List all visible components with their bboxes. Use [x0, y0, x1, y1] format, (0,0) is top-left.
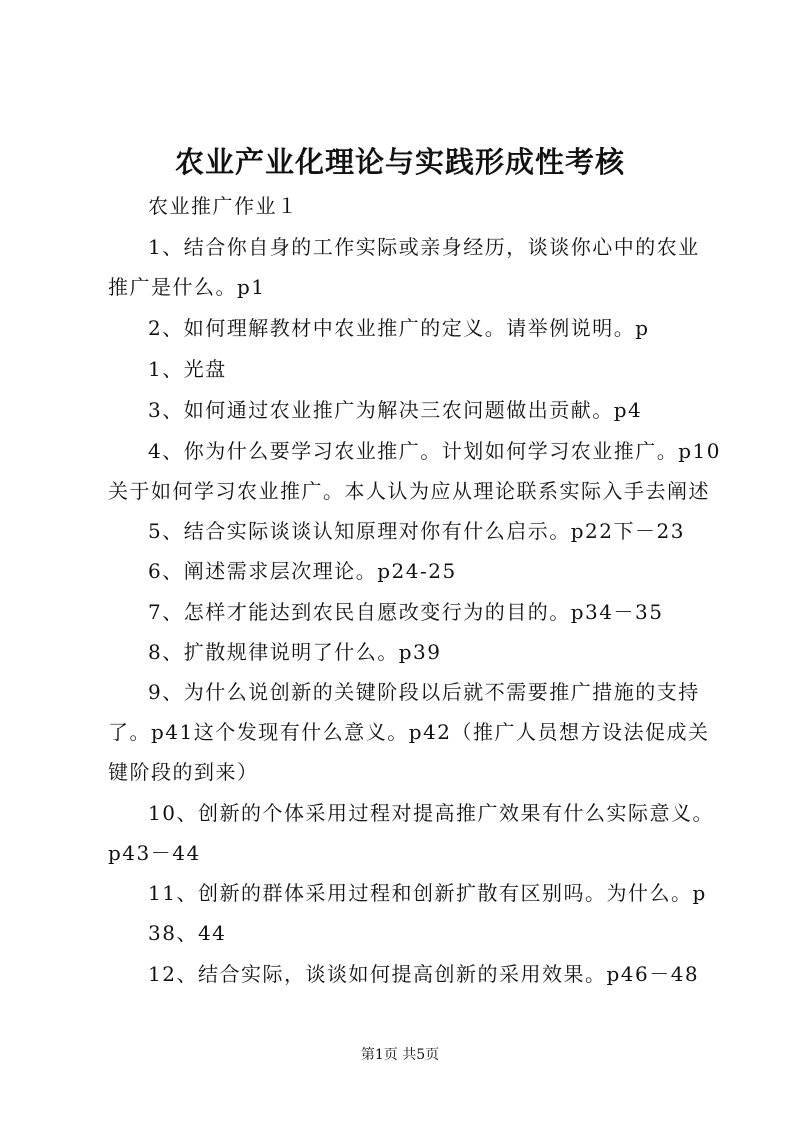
text-line-q5: 5、结合实际谈谈认知原理对你有什么启示。p22下－23 [148, 519, 685, 543]
text-line-q2-answer: 1、光盘 [148, 357, 227, 381]
text-line-q4: 4、你为什么要学习农业推广。计划如何学习农业推广。p10 [148, 439, 721, 463]
text-line-q3: 3、如何通过农业推广为解决三农问题做出贡献。p4 [148, 398, 643, 422]
text-line-subtitle: 农业推广作业１ [148, 194, 299, 218]
text-line-q10-cont: p43－44 [108, 841, 201, 865]
text-line-q11-cont: 38、44 [148, 921, 227, 945]
text-line-q7: 7、怎样才能达到农民自愿改变行为的目的。p34－35 [148, 600, 664, 624]
text-line-q1-cont: 推广是什么。p1 [108, 275, 266, 299]
text-line-q9-cont-1: 了。p41这个发现有什么意义。p42（推广人员想方设法促成关 [108, 720, 710, 744]
text-line-q10: 10、创新的个体采用过程对提高推广效果有什么实际意义。 [148, 801, 714, 825]
text-line-q9: 9、为什么说创新的关键阶段以后就不需要推广措施的支持 [148, 680, 700, 704]
text-line-q11: 11、创新的群体采用过程和创新扩散有区别吗。为什么。p [148, 881, 707, 905]
document-title: 农业产业化理论与实践形成性考核 [174, 145, 625, 179]
text-line-q1: 1、结合你自身的工作实际或亲身经历，谈谈你心中的农业 [148, 235, 700, 259]
text-line-q9-cont-2: 键阶段的到来） [108, 760, 259, 784]
page-number: 第1页 共5页 [360, 1047, 440, 1063]
text-line-q8: 8、扩散规律说明了什么。p39 [148, 640, 442, 664]
text-line-q12: 12、结合实际，谈谈如何提高创新的采用效果。p46－48 [148, 962, 700, 986]
text-line-q6: 6、阐述需求层次理论。p24-25 [148, 559, 457, 583]
text-line-q2: 2、如何理解教材中农业推广的定义。请举例说明。p [148, 316, 650, 340]
text-line-q4-answer: 关于如何学习农业推广。本人认为应从理论联系实际入手去阐述 [108, 479, 710, 503]
